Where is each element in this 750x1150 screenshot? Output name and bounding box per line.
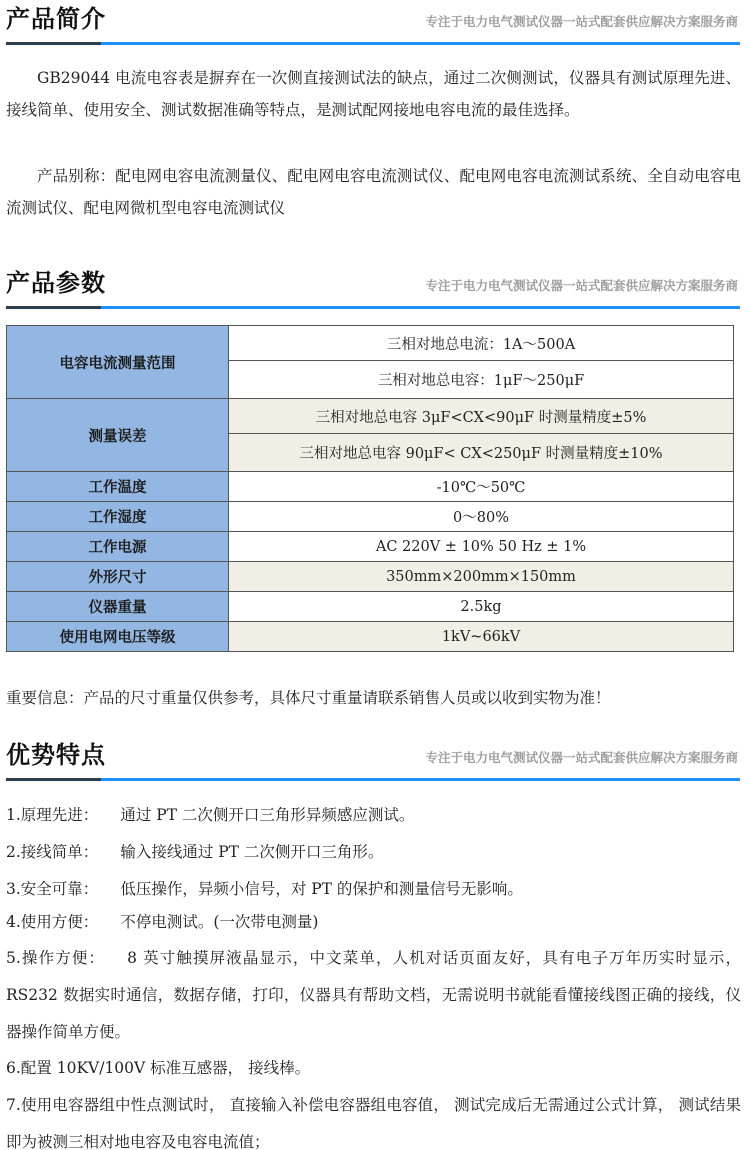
advantages-title: 优势特点 <box>6 741 106 769</box>
intro-paragraph: GB29044 电流电容表是摒弃在一次侧直接测试法的缺点，通过二次侧测试，仪器具有测试原理先进、接线简单、使用安全、测试数据准确等特点，是测试配网接地电容电流的最佳选择。 <box>6 69 741 119</box>
table-row <box>7 622 734 652</box>
spec-value: 三相对地总电容：1μF～250μF <box>229 361 734 399</box>
spec-label-dimensions: 外形尺寸 <box>7 562 229 592</box>
advantages-divider <box>6 778 740 781</box>
params-section-header <box>0 266 750 308</box>
spec-label-weight: 仪器重量 <box>7 592 229 622</box>
table-row <box>7 326 734 361</box>
list-item <box>6 1087 741 1150</box>
list-item <box>6 940 741 1051</box>
spec-value: 三相对地总电流：1A～500A <box>229 326 734 361</box>
spec-value: -10℃～50℃ <box>229 472 734 502</box>
list-item <box>6 871 741 908</box>
spec-label-temperature: 工作温度 <box>7 472 229 502</box>
spec-value: AC 220V ± 10% 50 Hz ± 1% <box>229 532 734 562</box>
item-text: 不停电测试。(一次带电测量) <box>120 913 319 931</box>
spec-label-range: 电容电流测量范围 <box>7 326 229 399</box>
item-number: 1. <box>6 806 21 824</box>
spec-label-power: 工作电源 <box>7 532 229 562</box>
intro-title: 产品简介 <box>6 5 106 33</box>
list-item <box>6 834 741 871</box>
table-row <box>7 562 734 592</box>
advantages-section-header <box>0 738 750 780</box>
spec-value: 0～80% <box>229 502 734 532</box>
item-text: 8 英寸触摸屏液晶显示，中文菜单，人机对话页面友好，具有电子万年历实时显示，RS232 数据实时通信，数据存储，打印，仪器具有帮助文档，无需说明书就能看懂接线图正确的接线，仪器操作简单方便。 <box>6 949 741 1041</box>
spec-label-error: 测量误差 <box>7 399 229 472</box>
item-key: 操作方便： <box>20 949 106 967</box>
table-row <box>7 399 734 434</box>
item-number: 3. <box>6 880 21 898</box>
item-number: 7. <box>6 1096 21 1114</box>
table-row <box>7 472 734 502</box>
params-tagline: 专注于电力电气测试仪器一站式配套供应解决方案服务商 <box>425 278 738 293</box>
product-aliases: 产品别称：配电网电容电流测量仪、配电网电容电流测试仪、配电网电容电流测试系统、全自动电容电流测试仪、配电网微机型电容电流测试仪 <box>6 167 741 217</box>
intro-section-header <box>0 2 750 44</box>
important-note: 重要信息：产品的尺寸重量仅供参考，具体尺寸重量请联系销售人员或以收到实物为准！ <box>6 689 611 707</box>
spec-label-humidity: 工作湿度 <box>7 502 229 532</box>
list-item <box>6 904 741 941</box>
item-text: 输入接线通过 PT 二次侧开口三角形。 <box>120 843 384 861</box>
item-number: 2. <box>6 843 21 861</box>
params-divider <box>6 306 740 309</box>
item-text: 使用电容器组中性点测试时， 直接输入补偿电容器组电容值， 测试完成后无需通过公式计算， 测试结果即为被测三相对地电容及电容电流值； <box>6 1096 741 1150</box>
item-number: 6. <box>6 1059 21 1077</box>
intro-tagline: 专注于电力电气测试仪器一站式配套供应解决方案服务商 <box>425 14 738 29</box>
item-key: 接线简单： <box>20 843 99 861</box>
spec-value: 350mm×200mm×150mm <box>229 562 734 592</box>
item-text: 配置 10KV/100V 标准互感器， 接线棒。 <box>20 1059 311 1077</box>
advantages-tagline: 专注于电力电气测试仪器一站式配套供应解决方案服务商 <box>425 750 738 765</box>
item-text: 通过 PT 二次侧开口三角形异频感应测试。 <box>120 806 415 824</box>
item-text: 低压操作，异频小信号，对 PT 的保护和测量信号无影响。 <box>120 880 523 898</box>
list-item <box>6 1050 741 1087</box>
spec-table <box>6 325 734 652</box>
params-title: 产品参数 <box>6 269 106 297</box>
intro-divider <box>6 42 740 45</box>
table-row <box>7 532 734 562</box>
spec-value: 2.5kg <box>229 592 734 622</box>
table-row <box>7 502 734 532</box>
item-key: 原理先进： <box>20 806 99 824</box>
spec-label-voltage: 使用电网电压等级 <box>7 622 229 652</box>
table-row <box>7 592 734 622</box>
item-number: 5. <box>6 949 21 967</box>
item-number: 4. <box>6 913 21 931</box>
spec-value: 三相对地总电容 3μF<CX<90μF 时测量精度±5% <box>229 399 734 434</box>
item-key: 安全可靠： <box>20 880 99 898</box>
list-item <box>6 797 741 834</box>
item-key: 使用方便： <box>20 913 99 931</box>
spec-value: 三相对地总电容 90μF< CX<250μF 时测量精度±10% <box>229 434 734 472</box>
spec-value: 1kV~66kV <box>229 622 734 652</box>
